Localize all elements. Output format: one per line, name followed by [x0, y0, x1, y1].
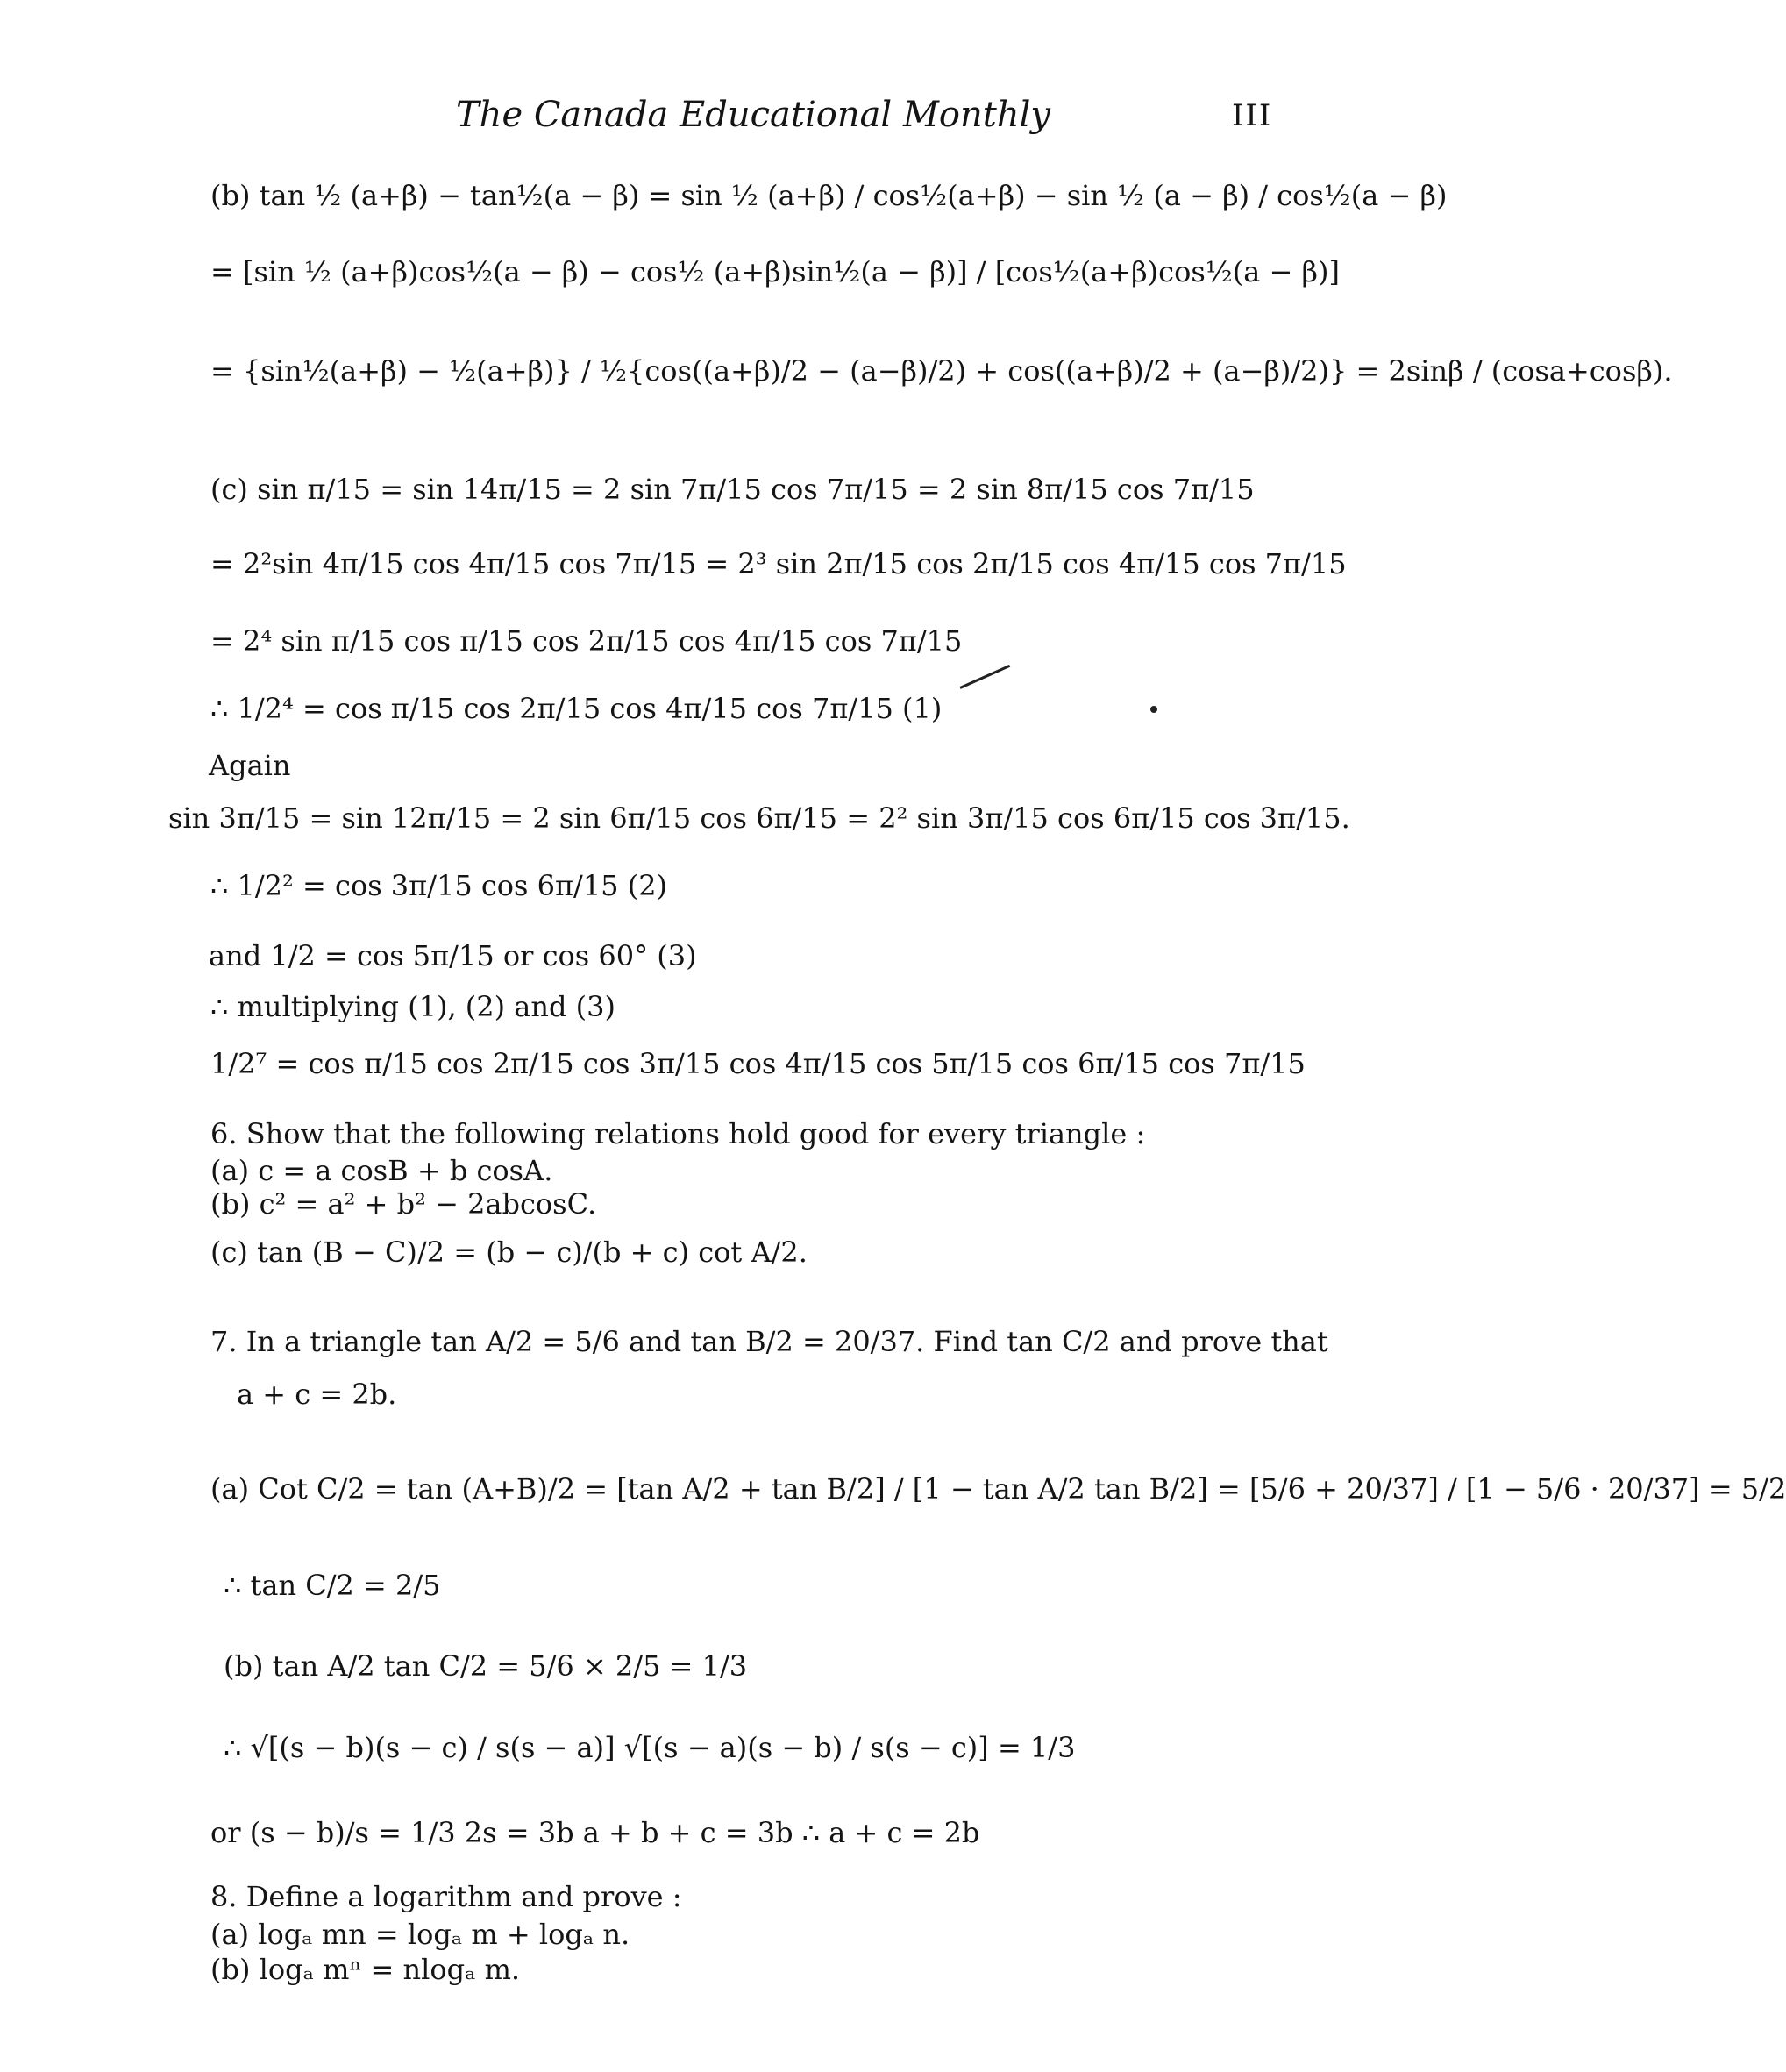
text-line: 8. Define a logarithm and prove : — [210, 1880, 682, 1913]
text-line: (b) c² = a² + b² − 2abcosC. — [210, 1187, 597, 1221]
text-line: = 2²sin 4π/15 cos 4π/15 cos 7π/15 = 2³ sin 2π/15 cos 2π/15 cos 4π/15 cos 7π/15 — [210, 547, 1347, 580]
text-line: 7. In a triangle tan A/2 = 5/6 and tan B/2 = 20/37. Find tan C/2 and prove that — [210, 1325, 1328, 1358]
text-line: Again — [209, 749, 291, 782]
text-line: (b) tan ½ (a+β) − tan½(a − β) = sin ½ (a+β) / cos½(a+β) − sin ½ (a − β) / cos½(a − β) — [210, 179, 1448, 212]
text-line: (a) logₐ mn = logₐ m + logₐ n. — [210, 1918, 630, 1951]
text-line: or (s − b)/s = 1/3 2s = 3b a + b + c = 3b ∴ a + c = 2b — [210, 1816, 980, 1849]
text-line: ∴ √[(s − b)(s − c) / s(s − a)] √[(s − a)(s − b) / s(s − c)] = 1/3 — [224, 1731, 1076, 1764]
text-line: (b) logₐ mⁿ = nlogₐ m. — [210, 1953, 521, 1986]
text-line: and 1/2 = cos 5π/15 or cos 60° (3) — [209, 939, 697, 972]
text-line: ∴ tan C/2 = 2/5 — [224, 1569, 441, 1602]
text-line: 1/2⁷ = cos π/15 cos 2π/15 cos 3π/15 cos 4π/15 cos 5π/15 cos 6π/15 cos 7π/15 — [210, 1047, 1306, 1080]
text-line: sin 3π/15 = sin 12π/15 = 2 sin 6π/15 cos 6π/15 = 2² sin 3π/15 cos 6π/15 cos 3π/15. — [168, 801, 1350, 835]
text-line: 6. Show that the following relations hold good for every triangle : — [210, 1117, 1146, 1150]
text-line: ∴ 1/2⁴ = cos π/15 cos 2π/15 cos 4π/15 cos 7π/15 (1) — [210, 692, 943, 725]
text-line: (a) c = a cosB + b cosA. — [210, 1154, 553, 1187]
text-line: (b) tan A/2 tan C/2 = 5/6 × 2/5 = 1/3 — [224, 1649, 748, 1683]
text-line: a + c = 2b. — [237, 1378, 397, 1411]
page-number: III — [1232, 98, 1273, 133]
text-line: = {sin½(a+β) − ½(a+β)} / ½{cos((a+β)/2 − (a−β)/2) + cos((a+β)/2 + (a−β)/2)} = 2sinβ / (cosa+cosβ). — [210, 354, 1673, 388]
text-line: ∴ multiplying (1), (2) and (3) — [210, 990, 615, 1023]
margin-dot — [1150, 706, 1157, 713]
text-line: (c) sin π/15 = sin 14π/15 = 2 sin 7π/15 cos 7π/15 = 2 sin 8π/15 cos 7π/15 — [210, 473, 1255, 506]
text-line: (c) tan (B − C)/2 = (b − c)/(b + c) cot A/2. — [210, 1235, 808, 1269]
text-line: = [sin ½ (a+β)cos½(a − β) − cos½ (a+β)sin½(a − β)] / [cos½(a+β)cos½(a − β)] — [210, 255, 1340, 288]
margin-pencil-mark — [959, 665, 1010, 689]
journal-title: The Canada Educational Monthly — [456, 95, 1050, 135]
text-line: = 2⁴ sin π/15 cos π/15 cos 2π/15 cos 4π/15 cos 7π/15 — [210, 624, 963, 658]
text-line: ∴ 1/2² = cos 3π/15 cos 6π/15 (2) — [210, 869, 668, 902]
text-line: (a) Cot C/2 = tan (A+B)/2 = [tan A/2 + tan B/2] / [1 − tan A/2 tan B/2] = [5/6 + 20/37] / [1 − 5/6 · 20/37] = 5/2 — [210, 1472, 1786, 1506]
